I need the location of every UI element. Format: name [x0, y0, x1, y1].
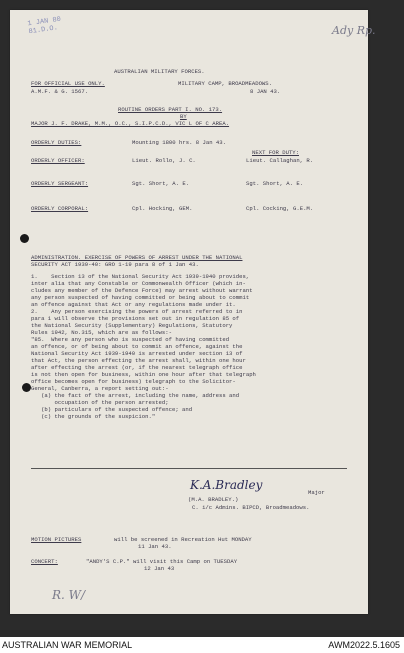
admin-heading-line-2: SECURITY ACT 1939-40: GRO 1-19 para 8 of 1 Jan 43. — [31, 261, 199, 268]
body-line: cludes any member of the Defence Force) may arrest without warrant — [31, 287, 253, 294]
body-line: that Act, the person effecting the arrest shall, within one hour — [31, 357, 246, 364]
heading: AUSTRALIAN MILITARY FORCES. — [114, 68, 205, 75]
signatory-role: C. i/c Admins. BIPCD, Broadmeadows. — [192, 504, 310, 511]
routine-orders-title: ROUTINE ORDERS PART I. NO. 173. — [118, 106, 223, 113]
body-line: "85. Where any person who is suspected of having committed — [31, 336, 230, 343]
received-stamp: 1 JAN 80 81.D.O. — [27, 15, 62, 37]
footer-accession-number: AWM2022.5.1605 — [328, 640, 400, 650]
signatory-name: (M.A. BRADLEY.) — [188, 496, 239, 503]
body-line: (a) the fact of the arrest, including the name, address and — [31, 392, 240, 399]
motion-pictures-label: MOTION PICTURES — [31, 536, 82, 543]
body-line: office becomes open for business) telegraph to the Solicitor- — [31, 378, 236, 385]
body-line: General, Canberra, a report setting out:- — [31, 385, 169, 392]
orderly-duties-label: ORDERLY DUTIES: — [31, 139, 82, 146]
body-line: (c) the grounds of the suspicion." — [31, 413, 156, 420]
section-divider — [31, 468, 347, 469]
pencil-annotation-top: Ady Rp. — [332, 24, 376, 37]
punch-hole-lower — [22, 383, 31, 392]
by-line: BY — [180, 113, 187, 120]
orderly-duties-value: Mounting 1800 hrs. 8 Jan 43. — [132, 139, 226, 146]
body-line: after effecting the arrest (or, if the nearest telegraph office — [31, 364, 243, 371]
body-line: 1. Section 13 of the National Security Act 1939-1940 provides, — [31, 273, 250, 280]
orderly-officer-next: Lieut. Callaghan, R. — [246, 157, 314, 164]
footer-institution: AUSTRALIAN WAR MEMORIAL — [2, 640, 133, 650]
orderly-officer-value: Lieut. Rollo, J. C. — [132, 157, 196, 164]
body-line: Rules 1942, No.315, which are as follows:- — [31, 329, 172, 336]
body-line: inter alia that any Constable or Commonwealth Officer (which in- — [31, 280, 246, 287]
body-line: para 1 will observe the provisions set out in regulation 85 of — [31, 315, 240, 322]
orderly-officer-label: ORDERLY OFFICER: — [31, 157, 85, 164]
orderly-corporal-value: Cpl. Hocking, GEM. — [132, 205, 193, 212]
body-line: is not then open for business, within one hour after that telegraph — [31, 371, 256, 378]
issuing-officer: MAJOR J. F. DRAKE, M.M., O.C., S.I.P.C.D., VIC L OF C AREA. — [31, 120, 230, 127]
orderly-sergeant-next: Sgt. Short, A. E. — [246, 180, 304, 187]
admin-heading-line-1: ADMINISTRATION. EXERCISE OF POWERS OF ARREST UNDER THE NATIONAL — [31, 254, 243, 261]
orderly-sergeant-value: Sgt. Short, A. E. — [132, 180, 190, 187]
concert-text: "ANDY'S C.P." will visit this Camp on TUESDAY — [86, 558, 238, 565]
concert-date: 12 Jan 43 — [144, 565, 175, 572]
order-body — [31, 273, 256, 420]
document-page — [10, 10, 376, 614]
motion-pictures-date: 11 Jan 43. — [138, 543, 172, 550]
order-date: 8 JAN 43. — [250, 88, 281, 95]
camp-name: MILITARY CAMP, BROADMEADOWS. — [178, 80, 272, 87]
punch-hole-upper — [20, 234, 29, 243]
body-line: the National Security (Supplementary) Regulations, Statutory — [31, 322, 233, 329]
pencil-annotation-bottom: R. W/ — [52, 588, 86, 602]
footer-bar — [0, 637, 404, 653]
handwritten-signature: K.A.Bradley — [190, 478, 263, 492]
orderly-corporal-label: ORDERLY CORPORAL: — [31, 205, 89, 212]
signatory-rank: Major — [308, 489, 325, 496]
motion-pictures-text: will be screened in Recreation Hut MONDAY — [114, 536, 252, 543]
body-line: any person suspected of having committed or being about to commit — [31, 294, 250, 301]
concert-label: CONCERT: — [31, 558, 58, 565]
body-line: an offence against that Act or any regulations made under it. — [31, 301, 236, 308]
body-line: an offence, or of being about to commit an offence, against the — [31, 343, 243, 350]
body-line: occupation of the person arrested; — [31, 399, 169, 406]
next-for-duty: NEXT FOR DUTY: — [252, 149, 299, 156]
body-line: (b) particulars of the suspected offence; and — [31, 406, 193, 413]
body-line: National Security Act 1939-1940 is arrested under section 13 of — [31, 350, 243, 357]
orderly-sergeant-label: ORDERLY SERGEANT: — [31, 180, 89, 187]
orderly-corporal-next: Cpl. Cocking, G.E.M. — [246, 205, 314, 212]
form-number: A.M.F. & G. 1567. — [31, 88, 89, 95]
official-use: FOR OFFICIAL USE ONLY. — [31, 80, 105, 87]
body-line: 2. Any person exercising the powers of arrest referred to in — [31, 308, 243, 315]
